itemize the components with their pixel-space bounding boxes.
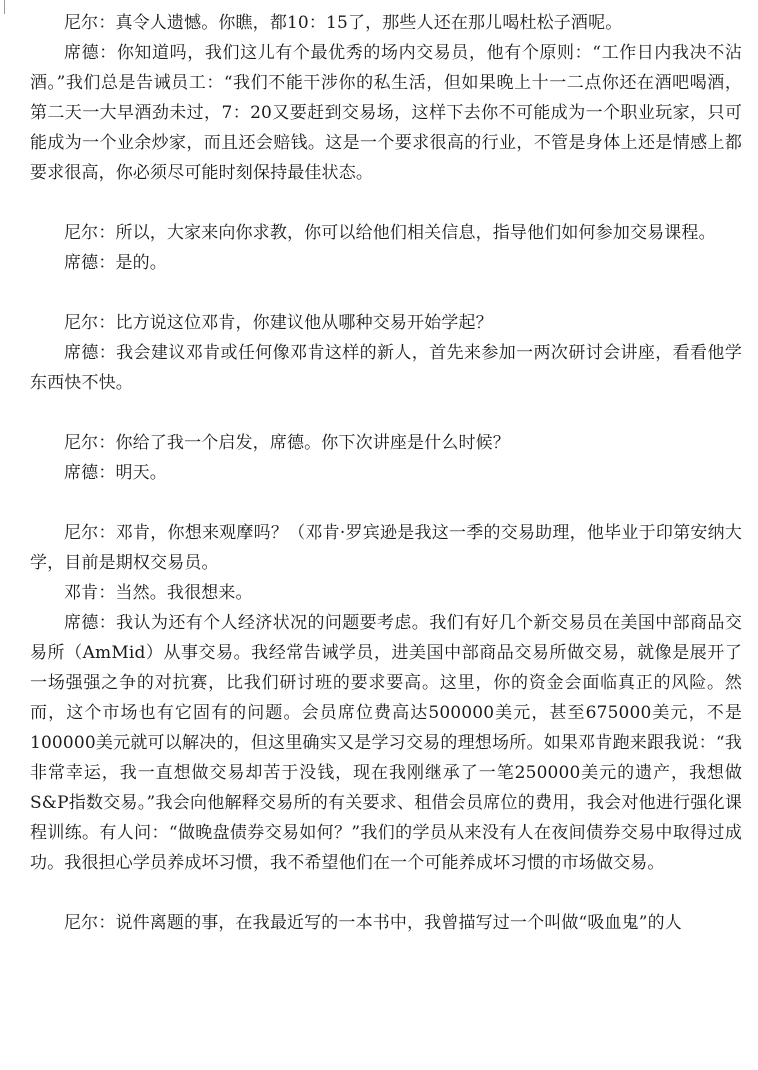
- paragraph-gap: [30, 278, 742, 308]
- line-text: 我会建议邓肯或任何像邓肯这样的新人，首先来参加一两次研讨会讲座，看看他学东西快不快。: [30, 343, 742, 393]
- speaker-separator: ：: [98, 433, 116, 453]
- speaker-separator: ：: [99, 43, 117, 63]
- speaker-name: 尼尔: [64, 13, 99, 33]
- paragraph-gap: [30, 488, 742, 518]
- paragraph-gap: [30, 878, 742, 908]
- dialogue-line: [30, 578, 742, 608]
- line-text: 邓肯，你想来观摩吗？（邓肯·罗宾逊是我这一季的交易助理，他毕业于印第安纳大学，目前是期权交易员。: [30, 523, 742, 573]
- dialogue-line: [30, 308, 742, 338]
- dialogue-line: [30, 38, 742, 188]
- paragraph-gap: [30, 398, 742, 428]
- speaker-name: 尼尔: [64, 523, 99, 543]
- line-text: 我认为还有个人经济状况的问题要考虑。我们有好几个新交易员在美国中部商品交易所（AmMid）从事交易。我经常告诫学员，进美国中部商品交易所做交易，就像是展开了一场强强之争的对抗赛，比我们研讨班的要求要高。这里，你的资金会面临真正的风险。然而，这个市场也有它固有的问题。会员席位费高达500000美元，甚至675000美元，不是100000美元就可以解决的，但这里确实又是学习交易的理想场所。如果邓肯跑来跟我说：“我非常幸运，我一直想做交易却苦于没钱，现在我刚继承了一笔250000美元的遗产，我想做S&P指数交易。”我会向他解释交易所的有关要求、租借会员席位的费用，我会对他进行强化课程训练。有人问：“做晚盘债券交易如何？”我们的学员从来没有人在夜间债券交易中取得过成功。我很担心学员养成坏习惯，我不希望他们在一个可能养成坏习惯的市场做交易。: [30, 613, 742, 873]
- speaker-name: 尼尔: [64, 913, 99, 933]
- line-text: 比方说这位邓肯，你建议他从哪种交易开始学起？: [115, 313, 493, 333]
- speaker-separator: ：: [98, 13, 116, 33]
- speaker-separator: ：: [98, 313, 116, 333]
- line-text: 是的。: [115, 253, 167, 273]
- speaker-separator: ：: [98, 523, 116, 543]
- dialogue-line: [30, 458, 742, 488]
- speaker-name: 尼尔: [64, 313, 99, 333]
- speaker-separator: ：: [98, 223, 116, 243]
- dialogue-line: [30, 8, 742, 38]
- speaker-name: 尼尔: [64, 433, 99, 453]
- speaker-name: 席德: [64, 43, 100, 63]
- line-text: 你给了我一个启发，席德。你下次讲座是什么时候？: [115, 433, 510, 453]
- speaker-separator: ：: [98, 613, 117, 633]
- speaker-separator: ：: [98, 913, 116, 933]
- speaker-name: 席德: [64, 463, 99, 483]
- speaker-separator: ：: [98, 463, 116, 483]
- speaker-name: 席德: [64, 613, 99, 633]
- speaker-name: 邓肯: [64, 583, 99, 603]
- line-text: 所以，大家来向你求教，你可以给他们相关信息，指导他们如何参加交易课程。: [115, 223, 716, 243]
- speaker-name: 尼尔: [64, 223, 99, 243]
- line-text: 当然。我很想来。: [115, 583, 253, 603]
- dialogue-line: [30, 218, 742, 248]
- page-margin-rule: [4, 0, 5, 14]
- speaker-name: 席德: [64, 343, 99, 363]
- speaker-separator: ：: [98, 343, 117, 363]
- speaker-name: 席德: [64, 253, 99, 273]
- dialogue-line: [30, 908, 742, 938]
- line-text: 真令人遗憾。你瞧，都10：15了，那些人还在那儿喝杜松子酒呢。: [115, 13, 623, 33]
- dialogue-line: [30, 338, 742, 398]
- line-text: 你知道吗，我们这儿有个最优秀的场内交易员，他有个原则：“工作日内我决不沾酒。”我们总是告诫员工：“我们不能干涉你的私生活，但如果晚上十一二点你还在酒吧喝酒，第二天一大早酒劲未过，7：20又要赶到交易场，这样下去你不可能成为一个职业玩家，只可能成为一个业余炒家，而且还会赔钱。这是一个要求很高的行业，不管是身体上还是情感上都要求很高，你必须尽可能时刻保持最佳状态。: [30, 43, 742, 183]
- speaker-separator: ：: [98, 253, 116, 273]
- dialogue-text: [30, 8, 742, 938]
- dialogue-line: [30, 248, 742, 278]
- line-text: 明天。: [115, 463, 167, 483]
- dialogue-line: [30, 608, 742, 878]
- dialogue-line: [30, 518, 742, 578]
- speaker-separator: ：: [98, 583, 116, 603]
- line-text: 说件离题的事，在我最近写的一本书中，我曾描写过一个叫做“吸血鬼”的人: [115, 913, 682, 933]
- paragraph-gap: [30, 188, 742, 218]
- dialogue-line: [30, 428, 742, 458]
